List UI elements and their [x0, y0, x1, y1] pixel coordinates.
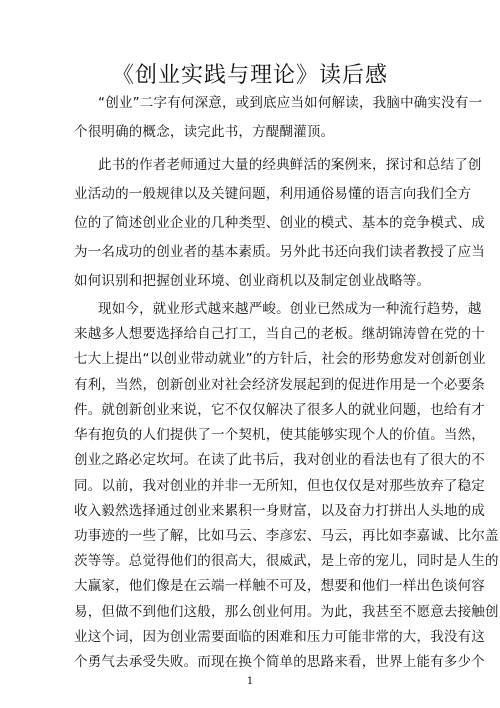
paragraph-line: 茨等等。总觉得他们的很高大，很威武，是上帝的宠儿，同时是人生的 [74, 553, 499, 569]
paragraph-line: 华有抱负的人们提供了一个契机，使其能够实现个人的价值。当然， [74, 427, 485, 443]
paragraph-line: 来越多人想要选择给自己打工，当自己的老板。继胡锦涛曾在党的十 [74, 326, 485, 342]
paragraph-line: 个勇气去承受失败。而现在换个简单的思路来看，世界上能有多少个 [74, 654, 485, 670]
paragraph-line: 易，但做不到他们这般，那么创业何用。为此，我甚至不愿意去接触创 [74, 604, 499, 620]
paragraph-line: 位的了简述创业企业的几种类型、创业的模式、基本的竞争模式、成 [74, 215, 485, 231]
paragraph-line: 现如今，就业形式越来越严峻。创业已然成为一种流行趋势，越 [98, 301, 482, 317]
paragraph-line: 大赢家，他们像是在云端一样触不可及，想要和他们一样出色谈何容 [74, 578, 485, 594]
paragraph-line: 功事迹的一些了解，比如马云、李彦宏、马云，再比如李嘉诚、比尔盖 [74, 528, 499, 544]
paragraph-line: 如何识别和把握创业环境、创业商机以及制定创业战略等。 [74, 273, 431, 289]
paragraph-line: “创业”二字有何深意，或到底应当如何解读，我脑中确实没有一 [98, 95, 483, 111]
paragraph-line: 业活动的一般规律以及关键问题，利用通俗易懂的语言向我们全方 [74, 186, 472, 202]
paragraph-line: 为一名成功的创业者的基本素质。另外此书还向我们读者教授了应当 [74, 244, 485, 260]
paragraph-line: 同。以前，我对创业的并非一无所知，但也仅仅是对那些放弃了稳定 [74, 478, 485, 494]
paragraph-line: 业这个词，因为创业需要面临的困难和压力可能非常的大，我没有这 [74, 629, 485, 645]
paragraph-line: 七大上提出“以创业带动就业”的方针后，社会的形势愈发对创新创业 [74, 351, 486, 367]
document-title: 《创业实践与理论》读后感 [111, 63, 388, 88]
paragraph-line: 个很明确的概念，读完此书，方醍醐灌顶。 [74, 124, 335, 140]
paragraph-line: 件。就创新创业来说，它不仅仅解决了很多人的就业问题，也给有才 [74, 402, 485, 418]
paragraph-line: 收入毅然选择通过创业来累积一身财富，以及奋力打拼出人头地的成 [74, 503, 485, 519]
page-number: 1 [246, 676, 254, 687]
paragraph-line: 创业之路必定坎坷。在读了此书后，我对创业的看法也有了很大的不 [74, 452, 485, 468]
paragraph-line: 此书的作者老师通过大量的经典鲜活的案例来，探讨和总结了创 [98, 157, 482, 173]
paragraph-line: 有利，当然，创新创业对社会经济发展起到的促进作用是一个必要条 [74, 377, 485, 393]
